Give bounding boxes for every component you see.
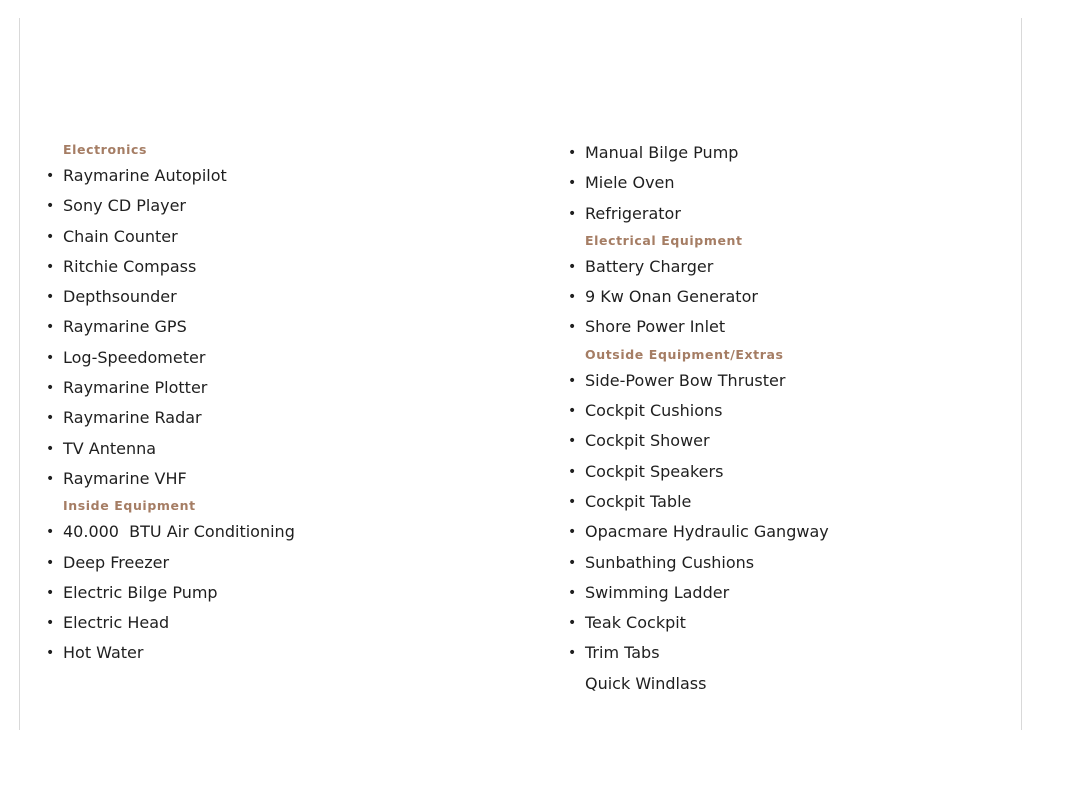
list-item: • Shore Power Inlet [566,312,829,342]
list-item: • Miele Oven [566,168,829,198]
list-item: • Hot Water [44,638,295,668]
bullet-icon: • [568,205,577,222]
bullet-icon: • [568,524,577,541]
list-item: • Chain Counter [44,222,295,252]
list-item: • Log-Speedometer [44,343,295,373]
bullet-icon: • [568,615,577,632]
section-heading-electrical-equipment: Electrical Equipment [585,232,743,248]
bullet-icon: • [46,584,55,601]
list-item: • Ritchie Compass [44,252,295,282]
inside-equipment-list [44,517,295,668]
bullet-icon: • [568,175,577,192]
list-item: • Side-Power Bow Thruster [566,366,829,396]
bullet-icon: • [46,645,55,662]
list-item: • Trim Tabs [566,638,829,668]
bullet-icon: • [568,433,577,450]
bullet-icon: • [46,615,55,632]
list-item: • Battery Charger [566,252,829,282]
section-heading-electronics: Electronics [63,142,148,157]
bullet-icon: • [46,168,55,184]
list-item: • Cockpit Table [566,487,829,517]
bullet-icon: • [568,145,577,161]
list-item: • Manual Bilge Pump [566,138,829,168]
bullet-icon: • [568,645,577,662]
outside-equipment-list [566,366,829,669]
equipment-column-left [44,138,295,669]
electrical-equipment-list [566,252,829,343]
bullet-icon: • [568,493,577,510]
bullet-icon: • [568,372,577,389]
bullet-icon: • [46,410,55,427]
bullet-icon: • [46,258,55,275]
list-item: • 9 Kw Onan Generator [566,282,829,312]
bullet-icon: • [46,289,55,306]
bullet-icon: • [46,380,55,397]
bullet-icon: • [568,403,577,420]
list-item: • TV Antenna [44,434,295,464]
bullet-icon: • [46,554,55,571]
bullet-icon: • [568,258,577,275]
list-item: • Opacmare Hydraulic Gangway [566,517,829,547]
list-item: • Teak Cockpit [566,608,829,638]
bullet-icon: • [568,463,577,480]
bullet-icon: • [46,470,55,487]
list-item: • Electric Bilge Pump [44,578,295,608]
bullet-icon: • [568,289,577,306]
electronics-list [44,161,295,494]
bullet-icon: • [46,440,55,457]
inside-equipment-list-continued [566,138,829,229]
bullet-icon: • [568,554,577,571]
list-item: • Raymarine GPS [44,312,295,342]
list-item-plain: Quick Windlass [585,673,707,693]
bullet-icon: • [46,349,55,366]
bullet-icon: • [46,524,55,541]
section-heading-outside-equipment: Outside Equipment/Extras [585,346,784,362]
list-item: • Sunbathing Cushions [566,548,829,578]
list-item: • Deep Freezer [44,548,295,578]
bullet-icon: • [46,228,55,245]
list-item: • 40.000 BTU Air Conditioning [44,517,295,547]
list-item: • Raymarine Autopilot [44,161,295,191]
bullet-icon: • [568,584,577,601]
list-item: • Raymarine VHF [44,464,295,494]
list-item: • Sony CD Player [44,191,295,221]
list-item: • Cockpit Shower [566,426,829,456]
list-item: • Cockpit Cushions [566,396,829,426]
section-heading-inside-equipment: Inside Equipment [63,498,196,514]
list-item: • Depthsounder [44,282,295,312]
bullet-icon: • [46,319,55,336]
bullet-icon: • [568,319,577,336]
equipment-column-right [566,138,829,699]
list-item: • Raymarine Radar [44,403,295,433]
right-divider [1021,18,1022,730]
left-divider [19,18,20,730]
list-item: • Electric Head [44,608,295,638]
list-item: • Raymarine Plotter [44,373,295,403]
list-item: • Swimming Ladder [566,578,829,608]
bullet-icon: • [46,198,55,215]
list-item: • Refrigerator [566,199,829,229]
list-item: • Cockpit Speakers [566,457,829,487]
